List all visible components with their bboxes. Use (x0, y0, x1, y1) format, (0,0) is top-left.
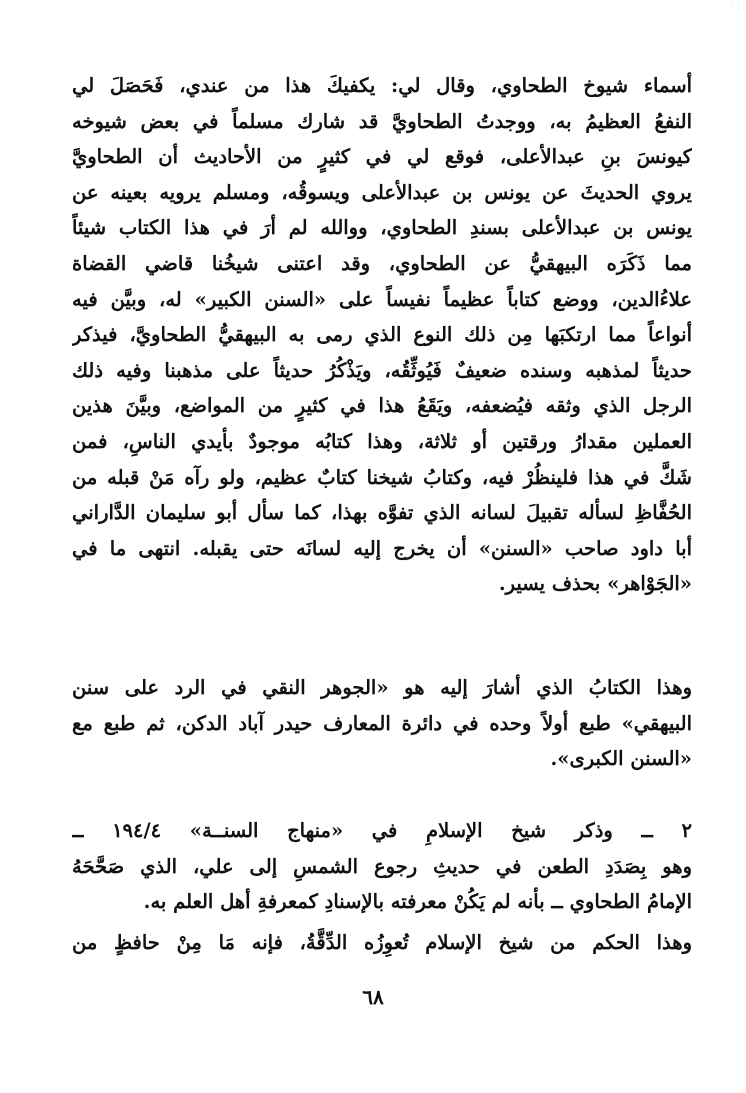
text-line: النفعُ العظيمُ به، ووجدتُ الطحاويَّ قد شارك مسلماً في بعض شيوخه (72, 109, 692, 133)
text-line: أبا داود صاحب «السنن» أن يخرج إليه لسانَه حتى يقبله. انتهى ما في (72, 536, 692, 560)
paragraph-3 (72, 813, 692, 920)
text-line: مما ذَكَرَه البيهقيُّ عن الطحاوي، وقد اعتنى شيخُنا قاضي القضاة (72, 251, 692, 275)
text-line: أنواعاً مما ارتكبَها مِن ذلك النوع الذي رمى به البيهقيُّ الطحاويَّ، فيذكر (72, 323, 692, 347)
text-line: حديثاً لمذهبه وسنده ضعيفٌ فَيُوثِّقُه، ويَذْكُرُ حديثاً على مذهبنا وفيه ذلك (72, 358, 692, 382)
text-line: «السنن الكبرى». (550, 747, 692, 771)
text-line: العملين مقدارُ ورقتين أو ثلاثة، وهذا كتابُه موجودٌ بأيدي الناسِ، فمن (72, 429, 692, 453)
page-number: ٦٨ (362, 985, 384, 1009)
text-line: ٢ ــ وذكر شيخ الإسلامِ في «منهاج السنــة» ١٩٤/٤ ــ (72, 819, 692, 842)
paragraph-1 (72, 68, 692, 602)
text-line: يونس بن عبدالأعلى بسندِ الطحاوي، ووالله لم أرَ في هذا الكتاب شيئاً (72, 216, 692, 240)
text-line: «الجَوْاهر» بحذف يسير. (498, 572, 692, 596)
text-line: وهو بِصَدَدِ الطعن في حديثِ رجوع الشمسِ إلى علي، الذي صَحَّحَهُ (72, 854, 692, 878)
text-line: كيونسَ بنِ عبدالأعلى، فوقع لي في كثيرٍ من الأحاديث أن الطحاويَّ (72, 145, 692, 169)
text-line: علاءُالدين، ووضع كتاباً عظيماً نفيساً على «السنن الكبير» له، وبيَّن فيه (72, 287, 692, 311)
text-line: شَكَّ في هذا فلينظُرْ فيه، وكتابُ شيخنا كتابٌ عظيم، ولو رآه مَنْ قبله من (72, 465, 692, 489)
paragraph-2 (72, 670, 692, 777)
text-line: الرجل الذي وثقه فيُضعفه، ويَقَعُ هذا في كثيرٍ من المواضع، وبيَّنَ هذين (72, 394, 692, 418)
text-line: يروي الحديثَ عن يونس بن عبدالأعلى ويسوقُه، ومسلم يرويه بعينه عن (72, 180, 692, 204)
text-line: وهذا الكتابُ الذي أشارَ إليه هو «الجوهر النقي في الرد على سنن (72, 676, 692, 699)
text-line: وهذا الحكم من شيخ الإسلام تُعوِزُه الدِّقَّةُ، فإنه مَا مِنْ حافظٍ من (72, 931, 692, 954)
text-line: أسماء شيوخ الطحاوي، وقال لي: يكفيكَ هذا من عندي، فَحَصَلَ لي (72, 74, 692, 97)
text-line: الإمامُ الطحاوي ــ بأنه لم يَكُنْ معرفته بالإسنادِ كمعرفةِ أهل العلم به. (143, 890, 692, 914)
paragraph-4 (72, 925, 692, 961)
corner-mark: · : (731, 2, 740, 12)
text-line: البيهقي» طبع أولاً وحده في دائرة المعارف حيدر آباد الدكن، ثم طبع مع (72, 711, 692, 735)
text-line: الحُفَّاظِ لسأله تقبيلَ لسانه الذي تفوَّه بهذا، كما سأل أبو سليمان الدَّاراني (72, 501, 692, 525)
